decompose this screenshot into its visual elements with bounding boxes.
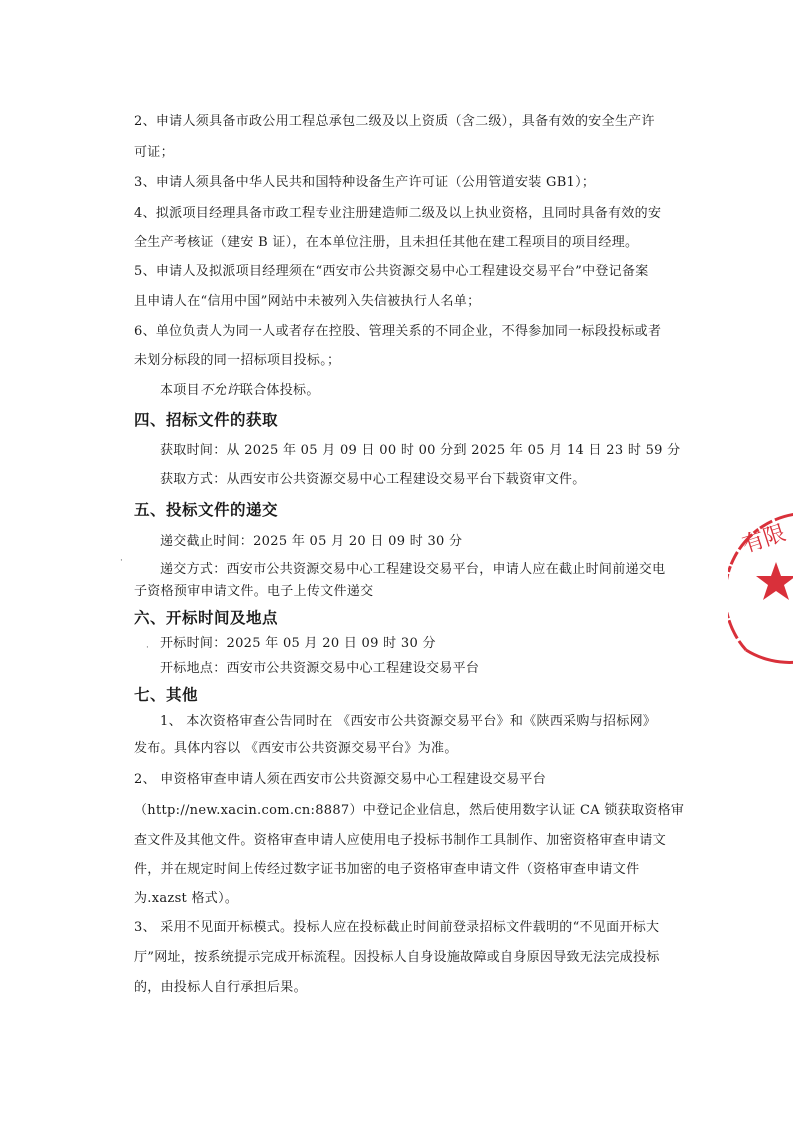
section-6-time: 开标时间：2025 年 05 月 20 日 09 时 30 分 bbox=[160, 636, 436, 651]
section-7-item-2-line-3: 查文件及其他文件。资格审查申请人应使用电子投标书制作工具制作、加密资格审查申请文 bbox=[134, 833, 667, 848]
consortium-prefix: 本项目 bbox=[160, 383, 200, 398]
seal-graphic bbox=[728, 500, 793, 670]
requirement-4-line-1: 4、拟派项目经理具备市政工程专业注册建造师二级及以上执业资格，且同时具备有效的安 bbox=[134, 206, 662, 221]
section-7-item-2-line-1: 2、 申资格审查申请人须在西安市公共资源交易中心工程建设交易平台 bbox=[134, 772, 547, 787]
consortium-emphasis: 不允许 bbox=[199, 383, 240, 398]
section-5-method-line-1: 递交方式：西安市公共资源交易中心工程建设交易平台，申请人应在截止时间前递交电 bbox=[160, 562, 666, 577]
section-5-deadline: 递交截止时间：2025 年 05 月 20 日 09 时 30 分 bbox=[160, 534, 463, 549]
section-7-item-3-line-1: 3、 采用不见面开标模式。投标人应在投标截止时间前登录招标文件载明的“不见面开标大 bbox=[134, 920, 660, 935]
seal-star-icon bbox=[756, 562, 793, 600]
requirement-4-line-2: 全生产考核证（建安 B 证），在本单位注册，且未担任其他在建工程项目的项目经理。 bbox=[134, 235, 639, 250]
requirement-2-line-1: 2、申请人须具备市政公用工程总承包二级及以上资质（含二级），具备有效的安全生产许 bbox=[134, 114, 655, 129]
section-7-item-1-line-1: 1、 本次资格审查公告同时在 《西安市公共资源交易平台》和《陕西采购与招标网》 bbox=[160, 714, 657, 729]
section-7-item-2-line-5: 为.xazst 格式）。 bbox=[134, 891, 239, 906]
section-4-time: 获取时间：从 2025 年 05 月 09 日 00 时 00 分到 2025 年 05 月 14 日 23 时 59 分 bbox=[160, 443, 681, 458]
requirement-3: 3、申请人须具备中华人民共和国特种设备生产许可证（公用管道安装 GB1）； bbox=[134, 175, 596, 190]
scan-mark: · bbox=[146, 643, 149, 653]
requirement-6-line-2: 未划分标段的同一招标项目投标。； bbox=[134, 353, 341, 368]
consortium-suffix: 联合体投标。 bbox=[239, 383, 320, 398]
section-4-method: 获取方式：从西安市公共资源交易中心工程建设交易平台下载资审文件。 bbox=[160, 472, 586, 487]
section-7-item-3-line-3: 的，由投标人自行承担后果。 bbox=[134, 980, 307, 995]
seal-ring-lower bbox=[746, 650, 793, 662]
section-6-heading: 六、开标时间及地点 bbox=[134, 608, 279, 627]
requirement-6-line-1: 6、单位负责人为同一人或者存在控股、管理关系的不同企业，不得参加同一标段投标或者 bbox=[134, 324, 662, 339]
section-6-place: 开标地点：西安市公共资源交易中心工程建设交易平台 bbox=[160, 661, 480, 676]
section-5-heading: 五、投标文件的递交 bbox=[134, 500, 279, 519]
scan-mark: · bbox=[120, 556, 123, 566]
consortium-note bbox=[160, 381, 673, 401]
company-seal bbox=[728, 500, 793, 670]
requirement-2-line-2: 可证； bbox=[134, 145, 174, 160]
requirement-5-line-1: 5、申请人及拟派项目经理须在“西安市公共资源交易中心工程建设交易平台”中登记备案 bbox=[134, 264, 649, 279]
section-7-item-2-line-2: （http://new.xacin.com.cn:8887）中登记企业信息，然后使用数字认证 CA 锁获取资格审 bbox=[134, 803, 685, 818]
section-7-item-2-line-4: 件，并在规定时间上传经过数字证书加密的电子资格审查申请文件（资格审查申请文件 bbox=[134, 862, 640, 877]
section-4-heading: 四、招标文件的获取 bbox=[134, 410, 279, 429]
section-7-item-1-line-2: 发布。具体内容以 《西安市公共资源交易平台》为准。 bbox=[134, 741, 458, 756]
section-7-heading: 七、其他 bbox=[134, 685, 199, 704]
requirement-5-line-2: 且申请人在“信用中国”网站中未被列入失信被执行人名单； bbox=[134, 294, 481, 309]
seal-text: 有限 bbox=[739, 520, 789, 559]
section-7-item-3-line-2: 厅”网址，按系统提示完成开标流程。因投标人自身设施故障或自身原因导致无法完成投标 bbox=[134, 950, 660, 965]
section-5-method-line-2: 子资格预审申请文件。电子上传文件递交 bbox=[134, 584, 374, 599]
